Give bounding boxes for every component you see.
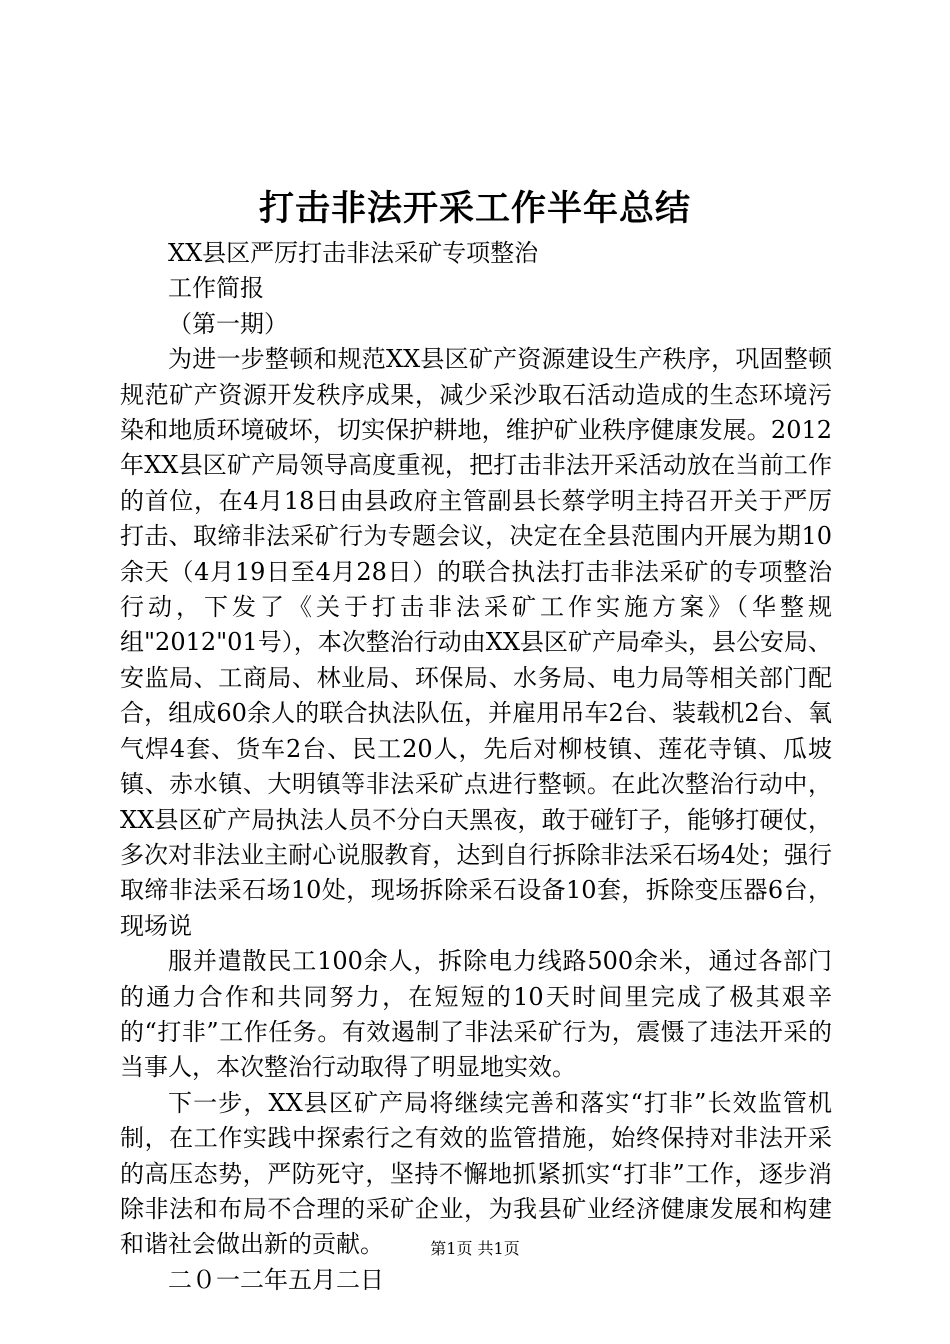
paragraph-heading-1: XX县区严厉打击非法采矿专项整治 xyxy=(168,239,539,267)
paragraph-continued: 服并遣散民工100余人，拆除电力线路500余米，通过各部门的通力合作和共同努力，在短短的10天时间里完成了极其艰辛的“打非”工作任务。有效遏制了非法采矿行为，震慑了违法开采的当事人，本次整治行动取得了明显地实效。 xyxy=(120,947,832,1082)
paragraph-issue: （第一期） xyxy=(168,309,288,338)
paragraph-next-step: 下一步，XX县区矿产局将继续完善和落实“打非”长效监管机制，在工作实践中探索行之有效的监管措施，始终保持对非法开采的高压态势，严防死守，坚持不懈地抓紧抓实“打非”工作，逐步消除非法和布局不合理的采矿企业，为我县矿业经济健康发展和构建和谐社会做出新的贡献。 xyxy=(120,1088,832,1259)
paragraph-date: 二０一二年五月二日 xyxy=(168,1265,384,1294)
document-body xyxy=(120,236,832,1298)
paragraph-heading-2: 工作简报 xyxy=(168,274,264,303)
page-number: 第1页 共1页 xyxy=(430,1239,520,1258)
paragraph-main: 为进一步整顿和规范XX县区矿产资源建设生产秩序，巩固整顿规范矿产资源开发秩序成果，减少采沙取石活动造成的生态环境污染和地质环境破坏，切实保护耕地，维护矿业秩序健康发展。2012年XX县区矿产局领导高度重视，把打击非法开采活动放在当前工作的首位，在4月18日由县政府主管副县长蔡学明主持召开关于严厉打击、取缔非法采矿行为专题会议，决定在全县范围内开展为期10余天（4月19日至4月28日）的联合执法打击非法采矿的专项整治行动，下发了《关于打击非法采矿工作实施方案》（华整规组"2012"01号），本次整治行动由XX县区矿产局牵头，县公安局、安监局、工商局、林业局、环保局、水务局、电力局等相关部门配合，组成60余人的联合执法队伍，并雇用吊车2台、装载机2台、氧气焊4套、货车2台、民工20人，先后对柳枝镇、莲花寺镇、瓜坡镇、赤水镇、大明镇等非法采矿点进行整顿。在此次整治行动中，XX县区矿产局执法人员不分白天黑夜，敢于碰钉子，能够打硬仗，多次对非法业主耐心说服教育，达到自行拆除非法采石场4处；强行取缔非法采石场10处，现场拆除采石设备10套，拆除变压器6台，现场说 xyxy=(120,345,832,940)
document-title: 打击非法开采工作半年总结 xyxy=(258,188,691,229)
